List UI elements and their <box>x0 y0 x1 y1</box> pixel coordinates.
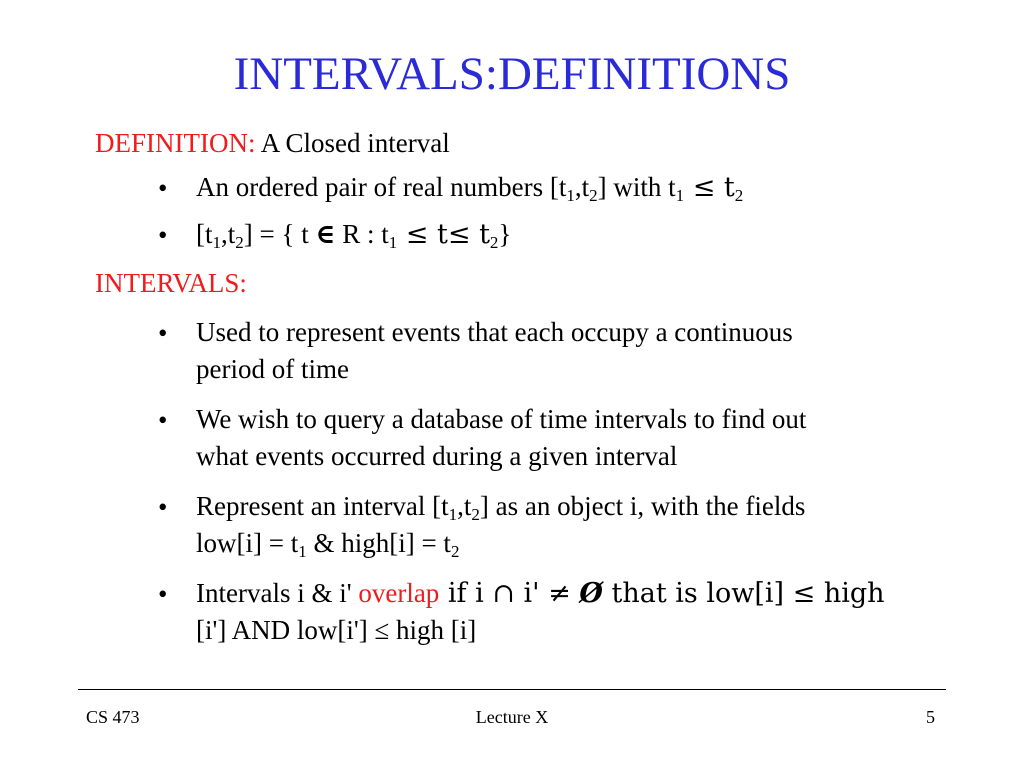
bullet-marker: • <box>158 173 168 203</box>
bullet-represent-interval: Represent an interval $[t_1,t_2]$ as an object i, with the fields $low[i] = t_1$ & high[i] = $t_2$ <box>196 491 806 561</box>
definition-heading: DEFINITION: <box>95 128 256 158</box>
bullet-query-database: We wish to query a database of time intervals to find out what events occurred during a given interval <box>196 404 807 471</box>
bullet-marker: • <box>158 492 168 522</box>
bullet-represent-events: Used to represent events that each occupy a continuous period of time <box>196 317 793 384</box>
slide-title: INTERVALS:DEFINITIONS <box>233 48 791 100</box>
bullet-ordered-pair: An ordered pair of real numbers $[t_1,t_2]$ with $t_1 \le t_2$ <box>196 172 744 205</box>
intervals-heading: INTERVALS: <box>95 268 247 298</box>
footer-page-number: 5 <box>926 707 935 727</box>
footer-divider <box>78 689 946 690</box>
overlap-term: overlap <box>358 578 440 608</box>
empty-set-symbol: Ø <box>579 578 603 609</box>
bullet-marker: • <box>158 318 168 348</box>
definition-text: A Closed interval <box>255 128 450 158</box>
bullet-marker: • <box>158 579 168 609</box>
bullet-marker: • <box>158 405 168 435</box>
bullet-set-definition: $[t_1,t_2]$ = { t ∈ R : $t_1 \le t\le t_2$} <box>196 219 512 252</box>
bullet-marker: • <box>158 220 168 250</box>
footer-course: CS 473 <box>86 707 140 727</box>
bullet-overlap: Intervals i & i' overlap if i ∩ i' ≠ Ø that is low[i] ≤ high [i'] AND low[i'] ≤ high [i] <box>196 578 885 645</box>
definition-line <box>95 126 450 160</box>
footer-lecture: Lecture X <box>475 707 549 727</box>
